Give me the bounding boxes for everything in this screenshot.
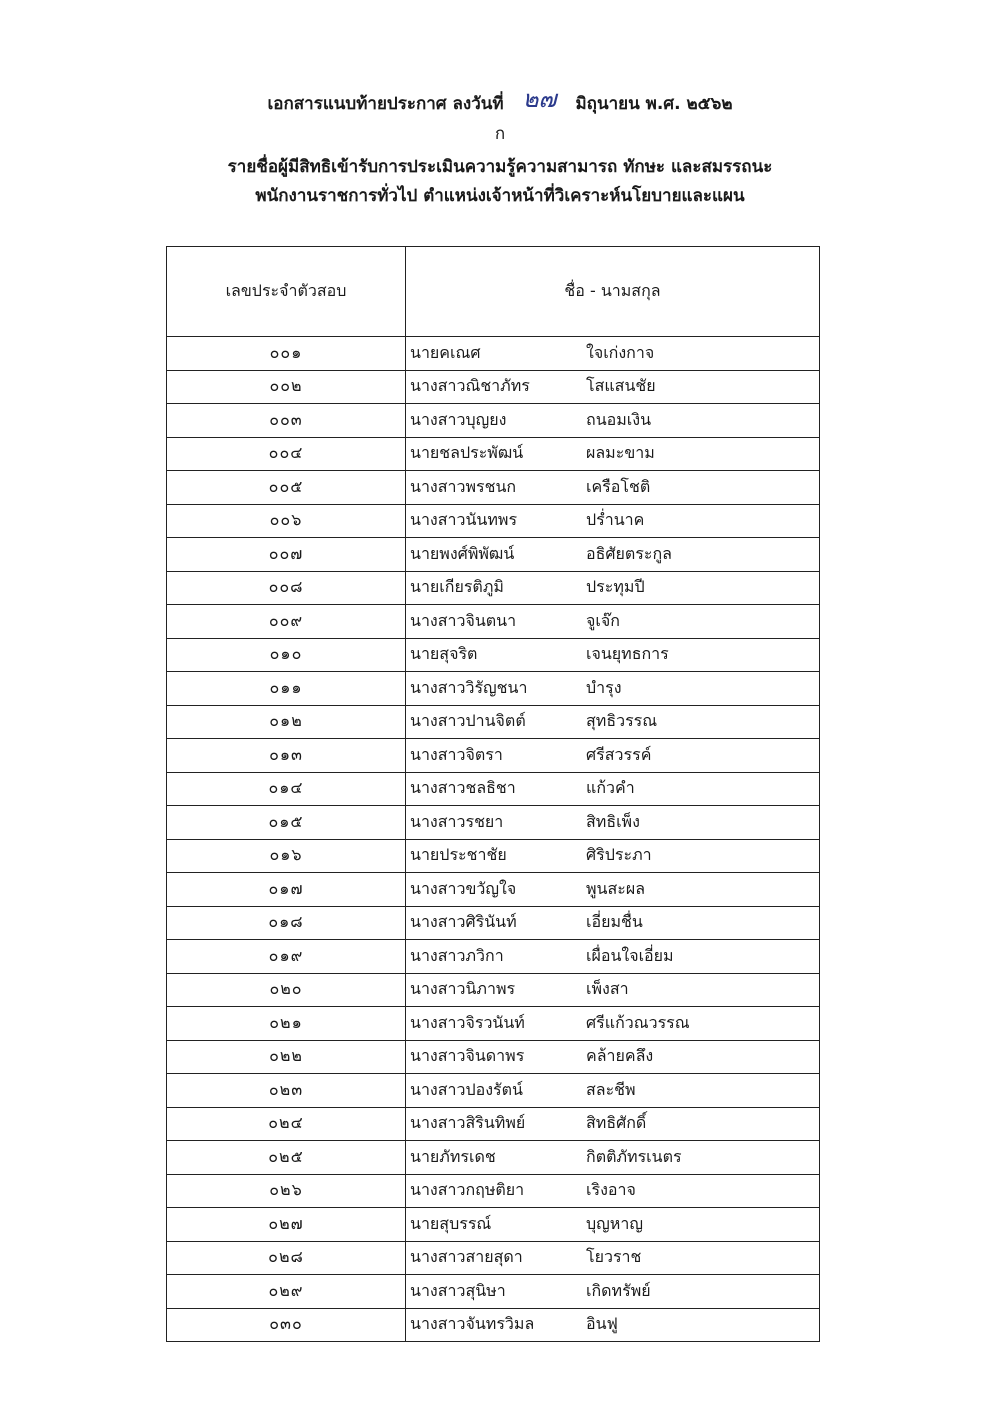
table-row [167, 772, 820, 806]
full-name-cell [406, 370, 820, 404]
candidate-table [166, 246, 820, 1342]
handwritten-day: ๒๗ [522, 85, 557, 113]
first-name: นางสาวรชยา [410, 811, 504, 831]
full-name-cell [406, 1040, 820, 1074]
exam-id-cell: ๐๒๓ [167, 1074, 406, 1108]
header-month-year: มิถุนายน พ.ศ. ๒๕๖๒ [575, 94, 733, 114]
full-name-cell [406, 538, 820, 572]
exam-id-cell: ๐๑๖ [167, 839, 406, 873]
last-name: ใจเก่งกาจ [586, 342, 655, 362]
table-row [167, 370, 820, 404]
table-row [167, 538, 820, 572]
first-name: นางสาวสายสุดา [410, 1247, 523, 1267]
exam-id-cell: ๐๑๔ [167, 772, 406, 806]
last-name: ปร่ำนาค [586, 510, 645, 530]
table-row [167, 1208, 820, 1242]
table-row [167, 571, 820, 605]
full-name-cell [406, 1275, 820, 1309]
full-name-cell [406, 806, 820, 840]
title-line-2: พนักงานราชการทั่วไป ตำแหน่งเจ้าหน้าที่วิเคราะห์นโยบายและแผน [255, 186, 745, 206]
last-name: ประทุมปี [586, 577, 645, 597]
first-name: นางสาวจันทรวิมล [410, 1314, 535, 1334]
full-name-cell [406, 739, 820, 773]
first-name: นางสาววิรัญชนา [410, 677, 528, 697]
last-name: แก้วคำ [586, 778, 635, 798]
table-row [167, 1107, 820, 1141]
last-name: สละชีพ [586, 1079, 636, 1099]
full-name-cell [406, 873, 820, 907]
full-name-cell [406, 504, 820, 538]
table-row [167, 638, 820, 672]
column-header-full-name: ชื่อ - นามสกุล [406, 247, 820, 337]
exam-id-cell: ๐๐๙ [167, 605, 406, 639]
first-name: นางสาวณิชาภัทร [410, 376, 530, 396]
last-name: โยวราช [586, 1247, 642, 1267]
first-name: นางสาวนิภาพร [410, 979, 516, 999]
document-header [0, 86, 1000, 116]
first-name: นายสุจริต [410, 644, 478, 664]
table-row [167, 739, 820, 773]
first-name: นางสาวขวัญใจ [410, 878, 517, 898]
last-name: พูนสะผล [586, 878, 646, 898]
full-name-cell [406, 337, 820, 371]
full-name-cell [406, 973, 820, 1007]
first-name: นางสาวศิรินันท์ [410, 912, 517, 932]
table-row [167, 873, 820, 907]
exam-id-cell: ๐๑๗ [167, 873, 406, 907]
first-name: นายสุบรรณ์ [410, 1213, 492, 1233]
full-name-cell [406, 1241, 820, 1275]
last-name: คล้ายคลึง [586, 1046, 654, 1066]
first-name: นายเกียรติภูมิ [410, 577, 504, 597]
full-name-cell [406, 437, 820, 471]
last-name: บุญหาญ [586, 1213, 643, 1233]
last-name: เริงอาจ [586, 1180, 636, 1200]
full-name-cell [406, 1141, 820, 1175]
full-name-cell [406, 1308, 820, 1342]
table-row [167, 404, 820, 438]
exam-id-cell: ๐๐๔ [167, 437, 406, 471]
full-name-cell [406, 839, 820, 873]
table-row [167, 471, 820, 505]
full-name-cell [406, 906, 820, 940]
exam-id-cell: ๐๐๘ [167, 571, 406, 605]
exam-id-cell: ๐๒๘ [167, 1241, 406, 1275]
table-row [167, 504, 820, 538]
first-name: นายภัทรเดช [410, 1146, 496, 1166]
last-name: เจนยุทธการ [586, 644, 669, 664]
table-row [167, 672, 820, 706]
exam-id-cell: ๐๑๑ [167, 672, 406, 706]
table-row [167, 973, 820, 1007]
last-name: ศิริประภา [586, 845, 652, 865]
first-name: นางสาวนันทพร [410, 510, 518, 530]
full-name-cell [406, 1174, 820, 1208]
full-name-cell [406, 1074, 820, 1108]
table-row [167, 806, 820, 840]
first-name: นางสาวจิรวนันท์ [410, 1012, 525, 1032]
first-name: นายประชาชัย [410, 845, 507, 865]
full-name-cell [406, 705, 820, 739]
exam-id-cell: ๐๐๗ [167, 538, 406, 572]
table-row [167, 1040, 820, 1074]
full-name-cell [406, 1007, 820, 1041]
exam-id-cell: ๐๑๒ [167, 705, 406, 739]
last-name: จูเจ๊ก [586, 610, 620, 630]
last-name: ศรีสวรรค์ [586, 744, 652, 764]
exam-id-cell: ๐๒๒ [167, 1040, 406, 1074]
first-name: นางสาวภวิกา [410, 945, 504, 965]
exam-id-cell: ๐๒๖ [167, 1174, 406, 1208]
exam-id-cell: ๐๑๕ [167, 806, 406, 840]
last-name: เพ็งสา [586, 979, 629, 999]
table-row [167, 1241, 820, 1275]
first-name: นางสาวบุญยง [410, 409, 507, 429]
exam-id-cell: ๐๑๘ [167, 906, 406, 940]
exam-id-cell: ๐๐๑ [167, 337, 406, 371]
first-name: นางสาวจิตรา [410, 744, 503, 764]
first-name: นางสาวพรชนก [410, 476, 517, 496]
exam-id-cell: ๐๒๗ [167, 1208, 406, 1242]
full-name-cell [406, 404, 820, 438]
exam-id-cell: ๐๐๓ [167, 404, 406, 438]
first-name: นายพงศ์พิพัฒน์ [410, 543, 515, 563]
table-row [167, 1174, 820, 1208]
header-letter: ก [494, 124, 506, 144]
table-row [167, 337, 820, 371]
title-line-1: รายชื่อผู้มีสิทธิเข้ารับการประเมินความรู้ความสามารถ ทักษะ และสมรรถนะ [227, 157, 773, 177]
table-row [167, 705, 820, 739]
exam-id-cell: ๐๒๐ [167, 973, 406, 1007]
table-row [167, 437, 820, 471]
table-row [167, 839, 820, 873]
full-name-cell [406, 605, 820, 639]
exam-id-cell: ๐๐๖ [167, 504, 406, 538]
full-name-cell [406, 471, 820, 505]
last-name: เผื่อนใจเอี่ยม [586, 945, 674, 965]
table-row [167, 605, 820, 639]
first-name: นางสาวกฤษติยา [410, 1180, 525, 1200]
first-name: นายคเณศ [410, 342, 481, 362]
full-name-cell [406, 940, 820, 974]
exam-id-cell: ๐๑๐ [167, 638, 406, 672]
first-name: นางสาวสิรินทิพย์ [410, 1113, 526, 1133]
last-name: บำรุง [586, 677, 622, 697]
column-header-exam-id: เลขประจำตัวสอบ [167, 247, 406, 337]
table-row [167, 1074, 820, 1108]
exam-id-cell: ๐๑๙ [167, 940, 406, 974]
table-row [167, 906, 820, 940]
exam-id-cell: ๐๒๔ [167, 1107, 406, 1141]
last-name: อธิศัยตระกูล [586, 543, 672, 563]
table-header-row [167, 247, 820, 337]
first-name: นางสาวจินดาพร [410, 1046, 525, 1066]
last-name: ผลมะขาม [586, 443, 655, 463]
full-name-cell [406, 772, 820, 806]
table-row [167, 1141, 820, 1175]
last-name: เครือโชติ [586, 476, 651, 496]
full-name-cell [406, 1208, 820, 1242]
exam-id-cell: ๐๑๓ [167, 739, 406, 773]
full-name-cell [406, 672, 820, 706]
first-name: นางสาวจินตนา [410, 610, 517, 630]
first-name: นางสาวปองรัตน์ [410, 1079, 523, 1099]
exam-id-cell: ๐๒๑ [167, 1007, 406, 1041]
last-name: ถนอมเงิน [586, 409, 651, 429]
full-name-cell [406, 1107, 820, 1141]
exam-id-cell: ๐๐๒ [167, 370, 406, 404]
exam-id-cell: ๐๒๙ [167, 1275, 406, 1309]
last-name: เกิดทรัพย์ [586, 1280, 651, 1300]
last-name: ศรีแก้วณวรรณ [586, 1012, 690, 1032]
last-name: เอี่ยมชื่น [586, 912, 643, 932]
full-name-cell [406, 571, 820, 605]
last-name: อินฟู [586, 1314, 618, 1334]
header-prefix: เอกสารแนบท้ายประกาศ ลงวันที่ [267, 94, 504, 114]
first-name: นายชลประพัฒน์ [410, 443, 524, 463]
exam-id-cell: ๐๐๕ [167, 471, 406, 505]
last-name: สุทธิวรรณ [586, 711, 658, 731]
first-name: นางสาวสุนิษา [410, 1280, 506, 1300]
full-name-cell [406, 638, 820, 672]
exam-id-cell: ๐๓๐ [167, 1308, 406, 1342]
last-name: กิตติภัทรเนตร [586, 1146, 682, 1166]
table-row [167, 1308, 820, 1342]
table-row [167, 1275, 820, 1309]
first-name: นางสาวชลธิชา [410, 778, 516, 798]
exam-id-cell: ๐๒๕ [167, 1141, 406, 1175]
first-name: นางสาวปานจิตต์ [410, 711, 526, 731]
last-name: สิทธิศักดิ์ [586, 1113, 647, 1133]
last-name: สิทธิเพ็ง [586, 811, 640, 831]
table-row [167, 1007, 820, 1041]
last-name: โสแสนชัย [586, 376, 656, 396]
table-row [167, 940, 820, 974]
